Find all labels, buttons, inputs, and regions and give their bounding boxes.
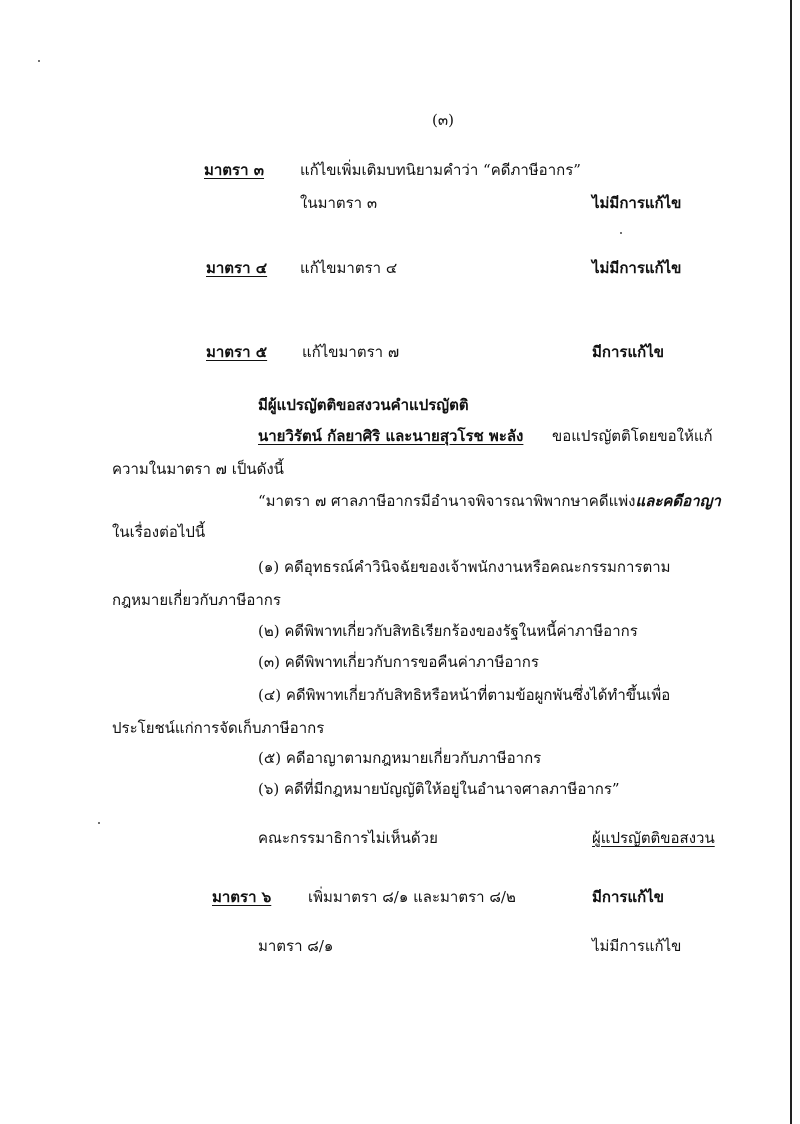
section6-sub-status: ไม่มีการแก้ไข [592, 937, 682, 955]
scan-speck [620, 232, 622, 234]
page-edge-line [790, 0, 792, 1124]
item6: (๖) คดีที่มีกฎหมายบัญญัติให้อยู่ในอำนาจศาลภาษีอากร” [258, 780, 620, 798]
section4-status: ไม่มีการแก้ไข [592, 259, 682, 277]
quote-line1 [258, 491, 721, 511]
section6-status: มีการแก้ไข [592, 888, 664, 906]
request-line1: ขอแปรญัตติโดยขอให้แก้ [552, 427, 713, 445]
section3-desc-line2: ในมาตรา ๓ [300, 194, 378, 212]
section5-status: มีการแก้ไข [592, 343, 664, 361]
item3: (๓) คดีพิพาทเกี่ยวกับการขอคืนค่าภาษีอากร [258, 653, 539, 671]
item1-line2: กฎหมายเกี่ยวกับภาษีอากร [112, 591, 281, 609]
section4-label: มาตรา ๔ [206, 259, 268, 277]
section5-label: มาตรา ๕ [206, 343, 268, 361]
item1-line1: (๑) คดีอุทธรณ์คำวินิจฉัยของเจ้าพนักงานหรือคณะกรรมการตาม [258, 558, 671, 576]
quote-line2: ในเรื่องต่อไปนี้ [112, 523, 206, 541]
section3-label: มาตรา ๓ [204, 161, 265, 179]
item4-line1: (๔) คดีพิพาทเกี่ยวกับสิทธิหรือหน้าที่ตามข้อผูกพันซึ่งได้ทำขึ้นเพื่อ [258, 686, 671, 704]
section6-label: มาตรา ๖ [212, 888, 272, 906]
quote-line1-text: “มาตรา ๗ ศาลภาษีอากรมีอำนาจพิจารณาพิพากษาคดีแพ่ง [258, 492, 636, 510]
item2: (๒) คดีพิพาทเกี่ยวกับสิทธิเรียกร้องของรัฐในหนี้ค่าภาษีอากร [258, 622, 638, 640]
item5: (๕) คดีอาญาตามกฎหมายเกี่ยวกับภาษีอากร [258, 749, 542, 767]
scan-speck [38, 60, 40, 62]
page-number: (๓) [432, 111, 454, 129]
scan-speck [98, 822, 100, 824]
section3-status: ไม่มีการแก้ไข [592, 194, 682, 212]
quote-line1-tail: และคดีอาญา [635, 492, 721, 510]
item4-line2: ประโยชน์แก่การจัดเก็บภาษีอากร [112, 719, 325, 737]
section6-sub-label: มาตรา ๘/๑ [258, 937, 334, 955]
reservation-heading: มีผู้แปรญัตติขอสงวนคำแปรญัตติ [258, 396, 469, 414]
section3-desc-line1: แก้ไขเพิ่มเติมบทนิยามคำว่า “คดีภาษีอากร” [300, 161, 581, 179]
proposers: นายวิรัตน์ กัลยาศิริ และนายสุวโรช พะลัง [258, 427, 524, 445]
request-line2: ความในมาตรา ๗ เป็นดังนี้ [112, 460, 284, 478]
section4-desc: แก้ไขมาตรา ๔ [300, 259, 398, 277]
committee-note: คณะกรรมาธิการไม่เห็นด้วย [258, 829, 438, 847]
committee-right: ผู้แปรญัตติขอสงวน [592, 829, 715, 847]
section6-desc: เพิ่มมาตรา ๘/๑ และมาตรา ๘/๒ [308, 888, 516, 906]
section5-desc: แก้ไขมาตรา ๗ [302, 343, 400, 361]
